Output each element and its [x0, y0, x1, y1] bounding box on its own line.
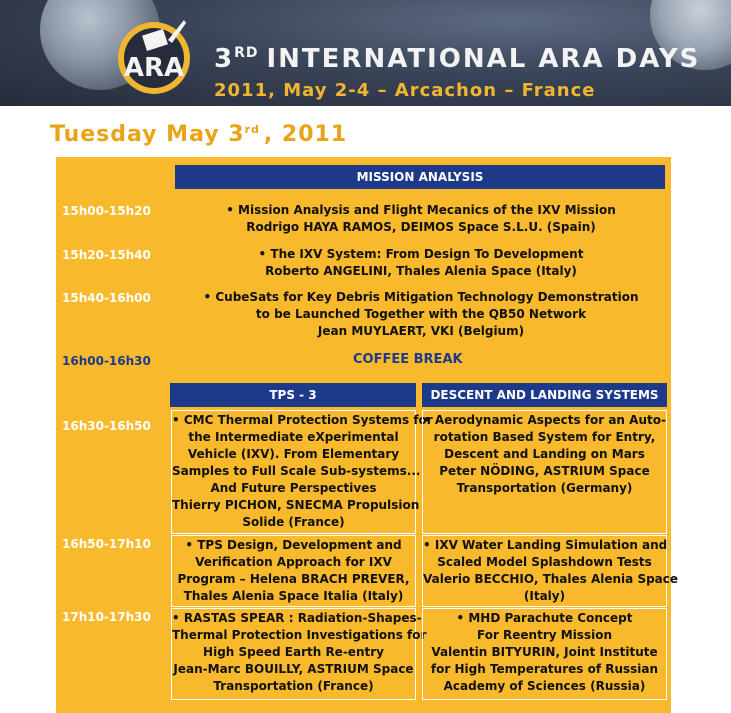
talk-line: Rodrigo HAYA RAMOS, DEIMOS Space S.L.U. (Spain)	[246, 220, 596, 234]
day-ordinal: rd	[244, 122, 260, 136]
talk-line: Scaled Model Splashdown Tests	[437, 555, 652, 569]
slot-time: 15h40-16h00	[62, 291, 151, 305]
talk-line: (Italy)	[523, 589, 566, 603]
session-header-mission-analysis: MISSION ANALYSIS	[175, 165, 665, 189]
break-time: 16h00-16h30	[62, 354, 151, 368]
talk-line: rotation Based System for Entry,	[433, 430, 656, 444]
talk-box-descent	[422, 410, 667, 534]
talk-line: Thierry PICHON, SNECMA Propulsion	[172, 498, 420, 512]
talk-line: For Reentry Mission	[476, 628, 612, 642]
talk-line: • RASTAS SPEAR : Radiation-Shapes-	[172, 611, 422, 625]
talk-box-tps	[171, 410, 433, 534]
talk-entry	[171, 289, 671, 340]
talk-line: • MHD Parachute Concept	[456, 611, 633, 625]
slot-time: 16h50-17h10	[62, 537, 151, 551]
talk-line: Peter NÖDING, ASTRIUM Space	[439, 464, 650, 478]
slot-time: 16h30-16h50	[62, 419, 151, 433]
talk-line: Verification Approach for IXV	[195, 555, 392, 569]
talk-box-descent	[422, 608, 667, 700]
programme-panel	[56, 157, 679, 713]
talk-line: Vehicle (IXV). From Elementary	[187, 447, 400, 461]
slot-time: 17h10-17h30	[62, 610, 151, 624]
talk-line: Jean-Marc BOUILLY, ASTRIUM Space	[173, 662, 414, 676]
talk-line: • TPS Design, Development and	[185, 538, 402, 552]
day-title	[50, 122, 347, 147]
talk-line: Solide (France)	[242, 515, 345, 529]
coffee-break-label: COFFEE BREAK	[353, 352, 463, 367]
header-banner	[0, 0, 731, 106]
talk-line: Transportation (France)	[213, 679, 374, 693]
talk-box-tps	[171, 535, 416, 607]
session-header-descent-landing: DESCENT AND LANDING SYSTEMS	[422, 383, 667, 407]
talk-box-descent	[422, 535, 679, 607]
talk-line: Program – Helena BRACH PREVER,	[177, 572, 410, 586]
talk-entry	[171, 202, 671, 236]
talk-line: Academy of Sciences (Russia)	[443, 679, 646, 693]
talk-line: • CMC Thermal Protection Systems for	[172, 413, 433, 427]
talk-line: Roberto ANGELINI, Thales Alenia Space (Italy)	[265, 264, 577, 278]
talk-line: High Speed Earth Re-entry	[203, 645, 384, 659]
session-header-tps3: TPS - 3	[170, 383, 416, 407]
talk-line: • Mission Analysis and Flight Mecanics of the IXV Mission	[226, 203, 616, 217]
talk-entry	[171, 246, 671, 280]
day-label: Tuesday May 3	[50, 122, 245, 147]
talk-line: • The IXV System: From Design To Development	[258, 247, 584, 261]
title-ordinal: RD	[234, 45, 259, 61]
talk-line: Jean MUYLAERT, VKI (Belgium)	[317, 324, 525, 338]
talk-line: Thermal Protection Investigations for	[172, 628, 427, 642]
talk-line: the Intermediate eXperimental	[188, 430, 399, 444]
day-year: , 2011	[263, 122, 348, 147]
event-title	[214, 44, 700, 74]
talk-line: And Future Perspectives	[210, 481, 377, 495]
slot-time: 15h00-15h20	[62, 204, 151, 218]
talk-line: Transportation (Germany)	[456, 481, 633, 495]
talk-line: Valentin BITYURIN, Joint Institute	[431, 645, 658, 659]
talk-line: Descent and Landing on Mars	[444, 447, 645, 461]
talk-line: • IXV Water Landing Simulation and	[423, 538, 668, 552]
talk-line: Samples to Full Scale Sub-systems...	[172, 464, 421, 478]
talk-box-tps	[171, 608, 427, 700]
talk-line: Valerio BECCHIO, Thales Alenia Space	[423, 572, 679, 586]
talk-line: • CubeSats for Key Debris Mitigation Technology Demonstration	[203, 290, 639, 304]
ara-logo	[108, 10, 200, 98]
title-rest: INTERNATIONAL ARA DAYS	[266, 44, 701, 74]
talk-line: Thales Alenia Space Italia (Italy)	[183, 589, 404, 603]
talk-line: • Aerodynamic Aspects for an Auto-	[423, 413, 666, 427]
talk-line: to be Launched Together with the QB50 Network	[255, 307, 587, 321]
talk-line: for High Temperatures of Russian	[430, 662, 659, 676]
slot-time: 15h20-15h40	[62, 248, 151, 262]
title-number: 3	[214, 44, 235, 74]
svg-text:ARA: ARA	[123, 53, 185, 83]
event-subtitle: 2011, May 2-4 – Arcachon – France	[214, 80, 596, 101]
